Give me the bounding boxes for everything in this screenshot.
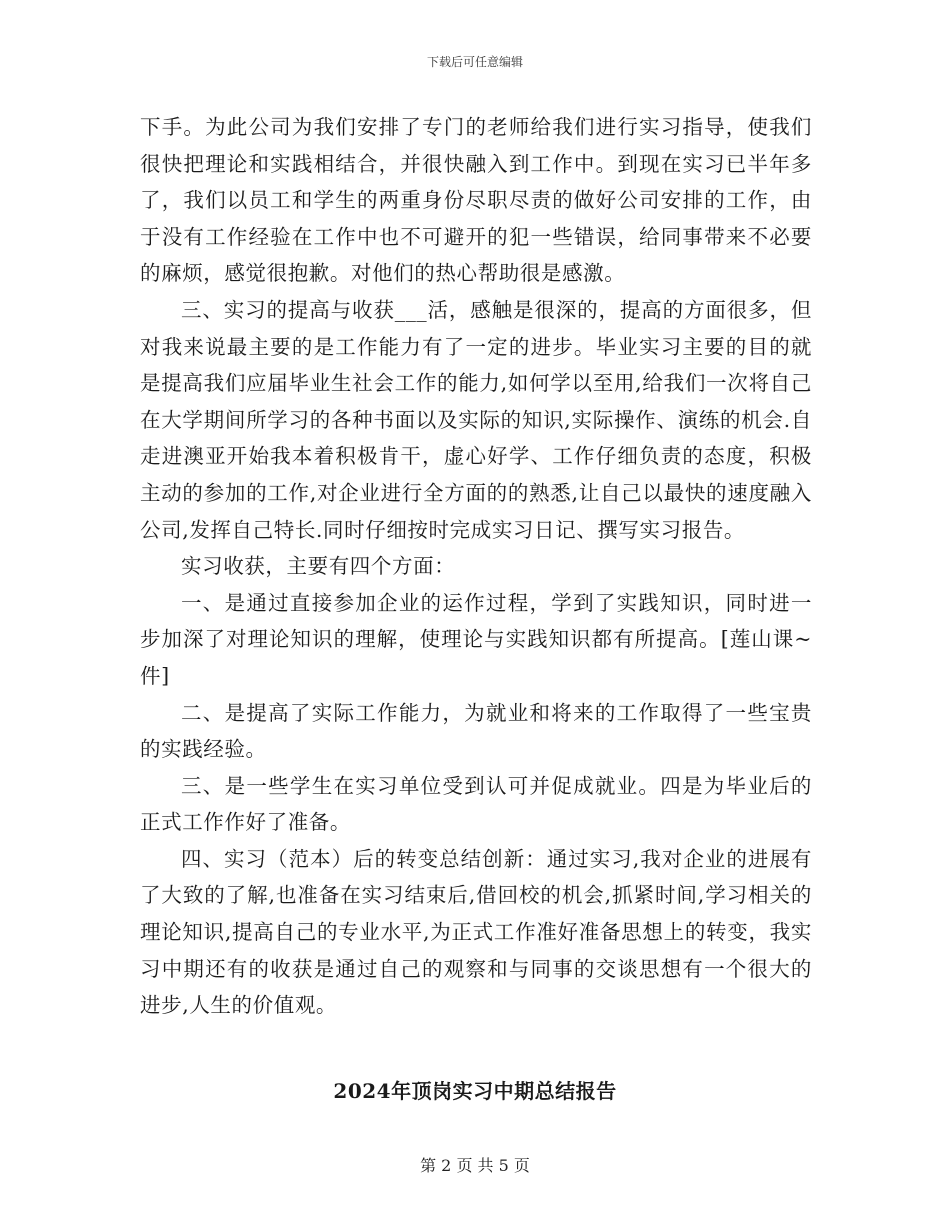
document-body (140, 109, 812, 1024)
page-number: 第 2 页 共 5 页 (420, 1156, 530, 1175)
paragraph: 四、实习（范本）后的转变总结创新：通过实习,我对企业的进展有了大致的了解,也准备在实习结束后,借回校的机会,抓紧时间,学习相关的理论知识,提高自己的专业水平,为正式工作准好准备思想上的转变，我实习中期还有的收获是通过自己的观察和与同事的交谈思想有一个很大的进步,人生的价值观。 (140, 846, 812, 1018)
paragraph: 下手。为此公司为我们安排了专门的老师给我们进行实习指导，使我们很快把理论和实践相结合，并很快融入到工作中。到现在实习已半年多了，我们以员工和学生的两重身份尽职尽责的做好公司安排的工作，由于没有工作经验在工作中也不可避开的犯一些错误，给同事带来不必要的麻烦，感觉很抱歉。对他们的热心帮助很是感激。 (140, 115, 812, 286)
paragraph: 三、实习的提高与收获___活，感触是很深的，提高的方面很多，但对我来说最主要的是工作能力有了一定的进步。毕业实习主要的目的就是提高我们应届毕业生社会工作的能力,如何学以至用,给我们一次将自己在大学期间所学习的各种书面以及实际的知识,实际操作、演练的机会.自走进澳亚开始我本着积极肯干，虚心好学、工作仔细负责的态度，积极主动的参加的工作,对企业进行全方面的的熟悉,让自己以最快的速度融入公司,发挥自己特长.同时仔细按时完成实习日记、撰写实习报告。 (140, 297, 812, 542)
paragraph: 实习收获，主要有四个方面： (181, 554, 456, 579)
paragraph: 一、是通过直接参加企业的运作过程，学到了实践知识，同时进一步加深了对理论知识的理解，使理论与实践知识都有所提高。[莲山课~件] (140, 590, 812, 688)
document-title: 2024年顶岗实习中期总结报告 (333, 1079, 617, 1103)
header-note: 下载后可任意编辑 (426, 55, 523, 69)
paragraph: 三、是一些学生在实习单位受到认可并促成就业。四是为毕业后的正式工作作好了准备。 (140, 773, 812, 835)
paragraph: 二、是提高了实际工作能力，为就业和将来的工作取得了一些宝贵的实践经验。 (140, 700, 812, 762)
